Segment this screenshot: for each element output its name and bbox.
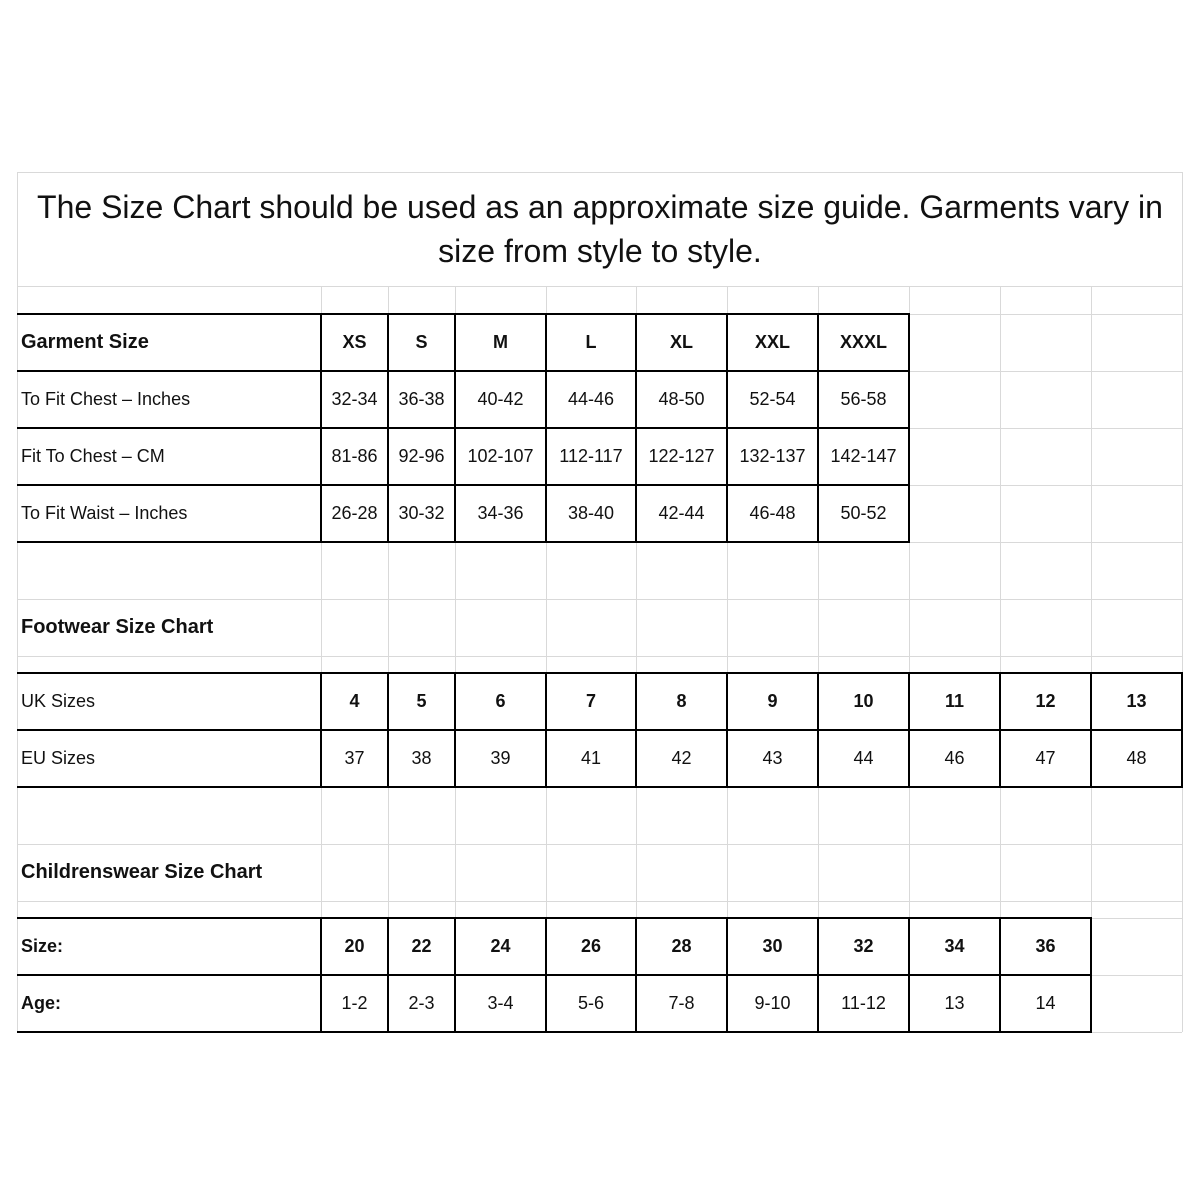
footwear-cell: 4 <box>349 691 360 711</box>
childrenswear-title: Childrenswear Size Chart <box>21 861 263 883</box>
footwear-table-border <box>726 673 728 787</box>
garment-cell: 81-86 <box>331 446 378 466</box>
footwear-cell: 48 <box>1126 748 1147 768</box>
footwear-table-border <box>320 673 322 787</box>
grid-line-horizontal <box>17 901 1182 902</box>
garment-row-label: Fit To Chest – CM <box>21 446 165 466</box>
garment-size-label: XS <box>342 332 367 352</box>
garment-cell: 40-42 <box>477 389 524 409</box>
footwear-cell: 5 <box>416 691 427 711</box>
garment-size-label: S <box>415 332 428 352</box>
childrenswear-cell: 2-3 <box>408 993 435 1013</box>
footwear-table-border <box>545 673 547 787</box>
footwear-cell: 44 <box>853 748 874 768</box>
footwear-cell: 8 <box>676 691 687 711</box>
footwear-row-label: EU Sizes <box>21 748 96 768</box>
garment-cell: 46-48 <box>749 503 796 523</box>
childrenswear-cell: 20 <box>344 936 365 956</box>
garment-cell: 50-52 <box>840 503 887 523</box>
childrenswear-cell: 3-4 <box>487 993 514 1013</box>
garment-table-border <box>545 314 547 542</box>
childrenswear-table-border <box>545 918 547 1032</box>
footwear-table-border <box>387 673 389 787</box>
childrenswear-cell: 9-10 <box>754 993 791 1013</box>
footwear-cell: 42 <box>671 748 692 768</box>
childrenswear-cell: 26 <box>580 936 602 956</box>
childrenswear-table-border <box>17 917 1092 919</box>
childrenswear-table-border <box>1090 918 1092 1032</box>
footwear-cell: 11 <box>944 691 965 711</box>
garment-cell: 56-58 <box>840 389 887 409</box>
childrenswear-cell: 13 <box>944 993 965 1013</box>
footwear-table-border <box>17 672 1183 674</box>
garment-size-header: Garment Size <box>21 331 149 353</box>
garment-row-label: To Fit Waist – Inches <box>21 503 188 523</box>
footwear-cell: 10 <box>853 691 874 711</box>
childrenswear-cell: 28 <box>671 936 692 956</box>
garment-table-border <box>726 314 728 542</box>
footwear-cell: 43 <box>762 748 783 768</box>
grid-line-horizontal <box>17 286 1182 287</box>
childrenswear-table-border <box>17 1031 1092 1033</box>
garment-cell: 26-28 <box>331 503 378 523</box>
footwear-cell: 12 <box>1035 691 1056 711</box>
garment-cell: 122-127 <box>648 446 715 466</box>
footwear-cell: 39 <box>490 748 511 768</box>
footwear-cell: 46 <box>944 748 965 768</box>
garment-table-border <box>454 314 456 542</box>
garment-size-label: XL <box>669 332 693 352</box>
garment-table-border <box>17 313 910 315</box>
garment-size-label: XXL <box>754 332 790 352</box>
garment-table-border <box>817 314 819 542</box>
childrenswear-table-border <box>999 918 1001 1032</box>
footwear-table-border <box>17 786 1183 788</box>
childrenswear-table-border <box>17 974 1092 976</box>
footwear-table-border <box>1090 673 1092 787</box>
garment-cell: 42-44 <box>658 503 705 523</box>
footwear-table-border <box>17 729 1183 731</box>
garment-table-border <box>17 541 910 543</box>
footwear-cell: 37 <box>344 748 365 768</box>
footwear-cell: 7 <box>585 691 596 711</box>
childrenswear-row-label: Age: <box>21 993 61 1013</box>
footwear-row-label: UK Sizes <box>21 691 96 711</box>
childrenswear-table-border <box>387 918 389 1032</box>
size-guide-note: The Size Chart should be used as an approximate size guide. Garments vary in size from style to style. <box>37 189 1163 269</box>
childrenswear-cell: 24 <box>490 936 511 956</box>
childrenswear-table-border <box>817 918 819 1032</box>
footwear-table-border <box>999 673 1001 787</box>
childrenswear-table-border <box>908 918 910 1032</box>
footwear-cell: 38 <box>411 748 432 768</box>
footwear-cell: 47 <box>1035 748 1056 768</box>
childrenswear-table-border <box>454 918 456 1032</box>
footwear-cell: 13 <box>1126 691 1147 711</box>
garment-table-border <box>320 314 322 542</box>
garment-cell: 92-96 <box>398 446 445 466</box>
footwear-cell: 41 <box>580 748 602 768</box>
garment-cell: 52-54 <box>749 389 796 409</box>
garment-cell: 38-40 <box>567 503 615 523</box>
footwear-table-border <box>817 673 819 787</box>
garment-cell: 32-34 <box>331 389 378 409</box>
childrenswear-cell: 22 <box>411 936 432 956</box>
garment-cell: 112-117 <box>559 446 623 466</box>
childrenswear-table-border <box>320 918 322 1032</box>
garment-cell: 102-107 <box>467 446 534 466</box>
garment-table-border <box>387 314 389 542</box>
childrenswear-cell: 11-12 <box>841 993 886 1013</box>
footwear-cell: 6 <box>495 691 506 711</box>
childrenswear-table-border <box>726 918 728 1032</box>
garment-size-label: L <box>585 332 597 352</box>
garment-size-label: XXXL <box>839 332 887 352</box>
garment-cell: 48-50 <box>658 389 705 409</box>
garment-size-label: M <box>493 332 508 352</box>
childrenswear-table-border <box>635 918 637 1032</box>
grid-line-horizontal <box>17 172 1182 173</box>
footwear-title: Footwear Size Chart <box>21 616 214 638</box>
garment-table-border <box>635 314 637 542</box>
grid-line-vertical <box>1182 172 1183 1032</box>
garment-table-border <box>908 314 910 542</box>
childrenswear-cell: 5-6 <box>577 993 604 1013</box>
childrenswear-row-label: Size: <box>21 936 64 956</box>
garment-table-border <box>17 427 910 429</box>
childrenswear-cell: 1-2 <box>341 993 368 1013</box>
garment-cell: 132-137 <box>739 446 806 466</box>
footwear-cell: 9 <box>767 691 778 711</box>
footwear-table-border <box>454 673 456 787</box>
garment-cell: 142-147 <box>830 446 897 466</box>
garment-table-border <box>17 370 910 372</box>
footwear-table-border <box>1181 673 1183 787</box>
garment-row-label: To Fit Chest – Inches <box>21 389 191 409</box>
childrenswear-cell: 30 <box>762 936 783 956</box>
childrenswear-cell: 32 <box>853 936 874 956</box>
garment-table-border <box>17 484 910 486</box>
footwear-table-border <box>908 673 910 787</box>
garment-cell: 44-46 <box>567 389 615 409</box>
childrenswear-cell: 7-8 <box>668 993 695 1013</box>
garment-cell: 30-32 <box>398 503 445 523</box>
garment-cell: 36-38 <box>398 389 445 409</box>
grid-line-horizontal <box>17 656 1182 657</box>
childrenswear-cell: 14 <box>1035 993 1056 1013</box>
footwear-table-border <box>635 673 637 787</box>
childrenswear-cell: 34 <box>944 936 965 956</box>
garment-cell: 34-36 <box>477 503 524 523</box>
childrenswear-cell: 36 <box>1035 936 1056 956</box>
